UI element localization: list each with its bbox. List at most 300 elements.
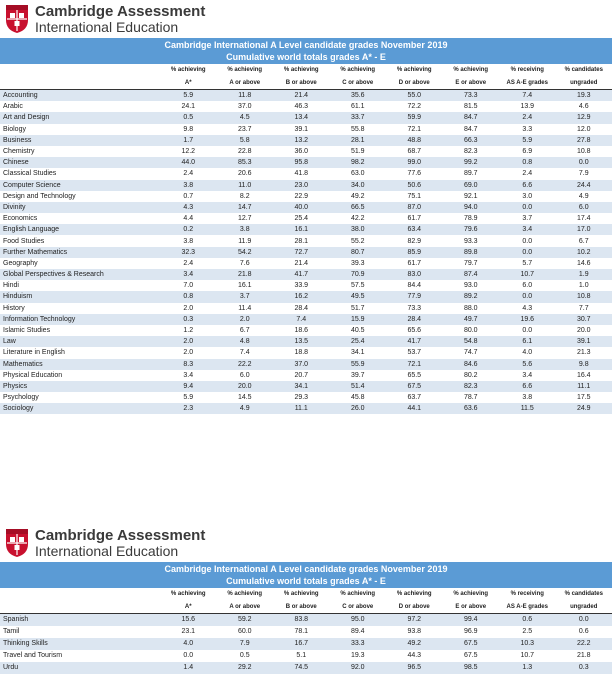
value-cell: 77.9 bbox=[386, 291, 443, 302]
value-cell: 14.7 bbox=[217, 202, 274, 213]
value-cell: 0.2 bbox=[160, 224, 217, 235]
value-cell: 28.1 bbox=[273, 235, 330, 246]
value-cell: 99.4 bbox=[443, 614, 500, 627]
value-cell: 33.3 bbox=[330, 638, 387, 650]
subject-cell: Arabic bbox=[0, 101, 160, 112]
value-cell: 8.3 bbox=[160, 359, 217, 370]
value-cell: 89.4 bbox=[330, 626, 387, 638]
value-cell: 5.8 bbox=[217, 135, 274, 146]
table-row bbox=[0, 235, 612, 246]
table-row bbox=[0, 403, 612, 414]
value-cell: 0.0 bbox=[499, 202, 556, 213]
value-cell: 21.4 bbox=[273, 258, 330, 269]
subject-cell: Information Technology bbox=[0, 314, 160, 325]
value-cell: 46.3 bbox=[273, 101, 330, 112]
subject-cell: Chemistry bbox=[0, 146, 160, 157]
value-cell: 1.4 bbox=[160, 662, 217, 674]
value-cell: 10.8 bbox=[556, 291, 612, 302]
value-cell: 21.8 bbox=[217, 269, 274, 280]
value-cell: 28.4 bbox=[386, 314, 443, 325]
column-header: % achieving bbox=[170, 67, 206, 73]
table-row bbox=[0, 280, 612, 291]
value-cell: 14.6 bbox=[556, 258, 612, 269]
value-cell: 37.0 bbox=[273, 359, 330, 370]
value-cell: 54.2 bbox=[217, 247, 274, 258]
value-cell: 22.2 bbox=[556, 638, 612, 650]
table-row bbox=[0, 303, 612, 314]
subject-cell: Travel and Tourism bbox=[0, 650, 160, 662]
table-row bbox=[0, 650, 612, 662]
value-cell: 10.7 bbox=[499, 269, 556, 280]
value-cell: 50.6 bbox=[386, 180, 443, 191]
value-cell: 17.0 bbox=[556, 224, 612, 235]
value-cell: 21.4 bbox=[273, 90, 330, 102]
column-header: AS A-E grades bbox=[499, 600, 556, 614]
column-header: ungraded bbox=[556, 600, 612, 614]
value-cell: 6.6 bbox=[499, 180, 556, 191]
value-cell: 29.2 bbox=[217, 662, 274, 674]
value-cell: 69.0 bbox=[443, 180, 500, 191]
value-cell: 65.6 bbox=[386, 325, 443, 336]
value-cell: 20.6 bbox=[217, 168, 274, 179]
header-blank-cell bbox=[0, 588, 160, 600]
table-row bbox=[0, 101, 612, 112]
value-cell: 11.0 bbox=[217, 180, 274, 191]
value-cell: 3.4 bbox=[499, 370, 556, 381]
subject-cell: Economics bbox=[0, 213, 160, 224]
value-cell: 33.9 bbox=[273, 280, 330, 291]
value-cell: 48.8 bbox=[386, 135, 443, 146]
value-cell: 93.3 bbox=[443, 235, 500, 246]
subject-cell: Hindi bbox=[0, 280, 160, 291]
value-cell: 3.7 bbox=[217, 291, 274, 302]
column-header: E or above bbox=[443, 600, 500, 614]
column-header: A or above bbox=[217, 76, 274, 90]
value-cell: 4.6 bbox=[556, 101, 612, 112]
value-cell: 2.4 bbox=[160, 168, 217, 179]
value-cell: 72.1 bbox=[386, 124, 443, 135]
subject-cell: Urdu bbox=[0, 662, 160, 674]
value-cell: 73.3 bbox=[443, 90, 500, 102]
value-cell: 39.7 bbox=[330, 370, 387, 381]
value-cell: 77.6 bbox=[386, 168, 443, 179]
value-cell: 32.3 bbox=[160, 247, 217, 258]
value-cell: 3.3 bbox=[499, 124, 556, 135]
value-cell: 2.0 bbox=[160, 336, 217, 347]
value-cell: 55.0 bbox=[386, 90, 443, 102]
value-cell: 44.0 bbox=[160, 157, 217, 168]
value-cell: 16.7 bbox=[273, 638, 330, 650]
value-cell: 63.7 bbox=[386, 392, 443, 403]
value-cell: 99.2 bbox=[443, 157, 500, 168]
value-cell: 40.5 bbox=[330, 325, 387, 336]
brand-name-line2: International Education bbox=[35, 19, 179, 35]
subject-cell: English Language bbox=[0, 224, 160, 235]
value-cell: 7.0 bbox=[160, 280, 217, 291]
value-cell: 1.2 bbox=[160, 325, 217, 336]
value-cell: 5.6 bbox=[499, 359, 556, 370]
value-cell: 89.2 bbox=[443, 291, 500, 302]
value-cell: 87.0 bbox=[386, 202, 443, 213]
column-header: % achieving bbox=[396, 67, 432, 73]
subject-cell: Thinking Skills bbox=[0, 638, 160, 650]
value-cell: 28.4 bbox=[273, 303, 330, 314]
value-cell: 3.4 bbox=[499, 224, 556, 235]
value-cell: 67.5 bbox=[386, 381, 443, 392]
table-subtitle: Cumulative world totals grades A* - E bbox=[226, 52, 386, 62]
column-header: A* bbox=[160, 76, 217, 90]
subject-cell: Food Studies bbox=[0, 235, 160, 246]
value-cell: 13.9 bbox=[499, 101, 556, 112]
value-cell: 59.2 bbox=[217, 614, 274, 627]
value-cell: 68.7 bbox=[386, 146, 443, 157]
value-cell: 61.7 bbox=[386, 213, 443, 224]
subject-cell: Sociology bbox=[0, 403, 160, 414]
value-cell: 16.1 bbox=[217, 280, 274, 291]
value-cell: 40.0 bbox=[273, 202, 330, 213]
table-title: Cambridge International A Level candidate grades November 2019 bbox=[164, 564, 448, 574]
value-cell: 10.8 bbox=[556, 146, 612, 157]
value-cell: 0.0 bbox=[556, 157, 612, 168]
table-row bbox=[0, 381, 612, 392]
value-cell: 4.3 bbox=[499, 303, 556, 314]
value-cell: 54.8 bbox=[443, 336, 500, 347]
value-cell: 9.8 bbox=[556, 359, 612, 370]
value-cell: 18.6 bbox=[273, 325, 330, 336]
value-cell: 70.9 bbox=[330, 269, 387, 280]
value-cell: 61.7 bbox=[386, 258, 443, 269]
value-cell: 81.5 bbox=[443, 101, 500, 112]
column-header: % receiving bbox=[510, 67, 544, 73]
value-cell: 39.1 bbox=[556, 336, 612, 347]
value-cell: 0.0 bbox=[499, 325, 556, 336]
value-cell: 4.0 bbox=[499, 347, 556, 358]
value-cell: 96.9 bbox=[443, 626, 500, 638]
value-cell: 10.3 bbox=[499, 638, 556, 650]
value-cell: 12.0 bbox=[556, 124, 612, 135]
table-row bbox=[0, 157, 612, 168]
value-cell: 11.1 bbox=[556, 381, 612, 392]
header-blank-cell bbox=[0, 76, 160, 90]
value-cell: 10.2 bbox=[556, 247, 612, 258]
column-header: % achieving bbox=[396, 591, 432, 597]
column-header: B or above bbox=[273, 600, 330, 614]
header-row bbox=[0, 600, 612, 614]
value-cell: 1.7 bbox=[160, 135, 217, 146]
subject-cell: Art and Design bbox=[0, 112, 160, 123]
table-row bbox=[0, 314, 612, 325]
table-row bbox=[0, 191, 612, 202]
subject-cell: Divinity bbox=[0, 202, 160, 213]
value-cell: 41.7 bbox=[386, 336, 443, 347]
value-cell: 63.6 bbox=[443, 403, 500, 414]
value-cell: 16.2 bbox=[273, 291, 330, 302]
value-cell: 11.8 bbox=[217, 90, 274, 102]
column-header: AS A-E grades bbox=[499, 76, 556, 90]
subject-cell: Mathematics bbox=[0, 359, 160, 370]
value-cell: 80.2 bbox=[443, 370, 500, 381]
value-cell: 33.7 bbox=[330, 112, 387, 123]
value-cell: 7.9 bbox=[556, 168, 612, 179]
value-cell: 19.3 bbox=[556, 90, 612, 102]
table-row bbox=[0, 614, 612, 627]
value-cell: 7.7 bbox=[556, 303, 612, 314]
value-cell: 82.3 bbox=[443, 146, 500, 157]
value-cell: 6.7 bbox=[217, 325, 274, 336]
subject-cell: Psychology bbox=[0, 392, 160, 403]
value-cell: 5.7 bbox=[499, 258, 556, 269]
value-cell: 0.5 bbox=[160, 112, 217, 123]
value-cell: 15.6 bbox=[160, 614, 217, 627]
subject-cell: Classical Studies bbox=[0, 168, 160, 179]
value-cell: 55.8 bbox=[330, 124, 387, 135]
value-cell: 61.1 bbox=[330, 101, 387, 112]
value-cell: 24.9 bbox=[556, 403, 612, 414]
value-cell: 2.4 bbox=[160, 258, 217, 269]
value-cell: 82.9 bbox=[386, 235, 443, 246]
crest-shield-icon bbox=[5, 4, 29, 34]
column-header: % achieving bbox=[340, 591, 376, 597]
value-cell: 67.5 bbox=[443, 638, 500, 650]
value-cell: 1.3 bbox=[499, 662, 556, 674]
subject-cell: Islamic Studies bbox=[0, 325, 160, 336]
value-cell: 22.2 bbox=[217, 359, 274, 370]
subject-cell: Computer Science bbox=[0, 180, 160, 191]
table-row bbox=[0, 638, 612, 650]
value-cell: 79.6 bbox=[443, 224, 500, 235]
value-cell: 99.0 bbox=[386, 157, 443, 168]
table-header bbox=[0, 64, 612, 90]
table-row bbox=[0, 392, 612, 403]
subject-cell: Accounting bbox=[0, 90, 160, 102]
value-cell: 60.0 bbox=[217, 626, 274, 638]
value-cell: 72.2 bbox=[386, 101, 443, 112]
value-cell: 67.5 bbox=[443, 650, 500, 662]
value-cell: 2.0 bbox=[217, 314, 274, 325]
brand-name-line2: International Education bbox=[35, 543, 179, 559]
table-title: Cambridge International A Level candidate grades November 2019 bbox=[164, 40, 448, 50]
subject-cell: Hinduism bbox=[0, 291, 160, 302]
column-header: % achieving bbox=[283, 591, 319, 597]
value-cell: 0.0 bbox=[160, 650, 217, 662]
value-cell: 74.7 bbox=[443, 347, 500, 358]
value-cell: 20.0 bbox=[556, 325, 612, 336]
value-cell: 73.3 bbox=[386, 303, 443, 314]
value-cell: 1.9 bbox=[556, 269, 612, 280]
column-header: % achieving bbox=[283, 67, 319, 73]
value-cell: 0.3 bbox=[556, 662, 612, 674]
value-cell: 5.1 bbox=[273, 650, 330, 662]
value-cell: 78.9 bbox=[443, 213, 500, 224]
value-cell: 41.7 bbox=[273, 269, 330, 280]
value-cell: 53.7 bbox=[386, 347, 443, 358]
value-cell: 94.0 bbox=[443, 202, 500, 213]
value-cell: 98.2 bbox=[330, 157, 387, 168]
value-cell: 25.4 bbox=[273, 213, 330, 224]
value-cell: 35.6 bbox=[330, 90, 387, 102]
value-cell: 0.6 bbox=[499, 614, 556, 627]
value-cell: 22.9 bbox=[273, 191, 330, 202]
value-cell: 3.8 bbox=[217, 224, 274, 235]
value-cell: 23.7 bbox=[217, 124, 274, 135]
value-cell: 39.3 bbox=[330, 258, 387, 269]
value-cell: 30.7 bbox=[556, 314, 612, 325]
value-cell: 49.5 bbox=[330, 291, 387, 302]
header-row bbox=[0, 64, 612, 76]
header-row bbox=[0, 588, 612, 600]
value-cell: 2.4 bbox=[499, 112, 556, 123]
value-cell: 55.9 bbox=[330, 359, 387, 370]
column-header: C or above bbox=[330, 76, 387, 90]
value-cell: 0.5 bbox=[217, 650, 274, 662]
value-cell: 29.3 bbox=[273, 392, 330, 403]
value-cell: 21.3 bbox=[556, 347, 612, 358]
value-cell: 95.0 bbox=[330, 614, 387, 627]
table-subtitle: Cumulative world totals grades A* - E bbox=[226, 576, 386, 586]
column-header: E or above bbox=[443, 76, 500, 90]
value-cell: 95.8 bbox=[273, 157, 330, 168]
value-cell: 7.4 bbox=[499, 90, 556, 102]
subject-cell: Tamil bbox=[0, 626, 160, 638]
value-cell: 37.0 bbox=[217, 101, 274, 112]
column-header: D or above bbox=[386, 600, 443, 614]
value-cell: 59.9 bbox=[386, 112, 443, 123]
value-cell: 6.1 bbox=[499, 336, 556, 347]
value-cell: 74.5 bbox=[273, 662, 330, 674]
value-cell: 89.8 bbox=[443, 247, 500, 258]
subject-cell: Law bbox=[0, 336, 160, 347]
value-cell: 4.0 bbox=[160, 638, 217, 650]
value-cell: 10.7 bbox=[499, 650, 556, 662]
value-cell: 24.1 bbox=[160, 101, 217, 112]
value-cell: 20.0 bbox=[217, 381, 274, 392]
value-cell: 44.1 bbox=[386, 403, 443, 414]
table-row bbox=[0, 135, 612, 146]
value-cell: 78.1 bbox=[273, 626, 330, 638]
value-cell: 16.4 bbox=[556, 370, 612, 381]
value-cell: 28.1 bbox=[330, 135, 387, 146]
value-cell: 66.5 bbox=[330, 202, 387, 213]
value-cell: 49.2 bbox=[386, 638, 443, 650]
table-row bbox=[0, 662, 612, 674]
value-cell: 63.0 bbox=[330, 168, 387, 179]
subject-cell: Business bbox=[0, 135, 160, 146]
value-cell: 51.9 bbox=[330, 146, 387, 157]
value-cell: 2.3 bbox=[160, 403, 217, 414]
value-cell: 84.7 bbox=[443, 124, 500, 135]
value-cell: 83.8 bbox=[273, 614, 330, 627]
value-cell: 27.8 bbox=[556, 135, 612, 146]
value-cell: 34.1 bbox=[273, 381, 330, 392]
value-cell: 82.3 bbox=[443, 381, 500, 392]
value-cell: 0.3 bbox=[160, 314, 217, 325]
table-row bbox=[0, 180, 612, 191]
column-header: D or above bbox=[386, 76, 443, 90]
value-cell: 84.4 bbox=[386, 280, 443, 291]
value-cell: 0.0 bbox=[499, 235, 556, 246]
table-banner bbox=[0, 562, 612, 588]
subject-cell: Further Mathematics bbox=[0, 247, 160, 258]
subject-cell: Literature in English bbox=[0, 347, 160, 358]
table-body bbox=[0, 90, 612, 415]
crest-shield-icon bbox=[5, 528, 29, 558]
table-row bbox=[0, 325, 612, 336]
value-cell: 6.9 bbox=[499, 146, 556, 157]
value-cell: 17.5 bbox=[556, 392, 612, 403]
value-cell: 0.8 bbox=[160, 291, 217, 302]
value-cell: 83.0 bbox=[386, 269, 443, 280]
value-cell: 9.4 bbox=[160, 381, 217, 392]
table-row bbox=[0, 146, 612, 157]
value-cell: 88.0 bbox=[443, 303, 500, 314]
value-cell: 3.8 bbox=[160, 180, 217, 191]
value-cell: 0.0 bbox=[499, 247, 556, 258]
brand-name-line1: Cambridge Assessment bbox=[35, 527, 206, 544]
value-cell: 11.1 bbox=[273, 403, 330, 414]
value-cell: 0.0 bbox=[556, 614, 612, 627]
value-cell: 23.0 bbox=[273, 180, 330, 191]
value-cell: 4.4 bbox=[160, 213, 217, 224]
column-header: % candidates bbox=[564, 67, 603, 73]
table-row bbox=[0, 124, 612, 135]
column-header: A* bbox=[160, 600, 217, 614]
value-cell: 23.1 bbox=[160, 626, 217, 638]
table-row bbox=[0, 224, 612, 235]
value-cell: 4.3 bbox=[160, 202, 217, 213]
value-cell: 89.7 bbox=[443, 168, 500, 179]
value-cell: 92.1 bbox=[443, 191, 500, 202]
value-cell: 12.9 bbox=[556, 112, 612, 123]
table-row bbox=[0, 336, 612, 347]
subject-cell: Spanish bbox=[0, 614, 160, 627]
value-cell: 97.2 bbox=[386, 614, 443, 627]
value-cell: 39.1 bbox=[273, 124, 330, 135]
value-cell: 57.5 bbox=[330, 280, 387, 291]
value-cell: 44.3 bbox=[386, 650, 443, 662]
table-row bbox=[0, 370, 612, 381]
value-cell: 13.4 bbox=[273, 112, 330, 123]
header-row bbox=[0, 76, 612, 90]
column-header: % achieving bbox=[227, 591, 263, 597]
value-cell: 51.7 bbox=[330, 303, 387, 314]
value-cell: 12.7 bbox=[217, 213, 274, 224]
value-cell: 7.6 bbox=[217, 258, 274, 269]
value-cell: 0.8 bbox=[499, 157, 556, 168]
subject-cell: Chinese bbox=[0, 157, 160, 168]
subject-cell: Global Perspectives & Research bbox=[0, 269, 160, 280]
subject-cell: Physical Education bbox=[0, 370, 160, 381]
value-cell: 75.1 bbox=[386, 191, 443, 202]
column-header: % candidates bbox=[564, 591, 603, 597]
table-row bbox=[0, 168, 612, 179]
value-cell: 78.7 bbox=[443, 392, 500, 403]
column-header: % achieving bbox=[340, 67, 376, 73]
table-body bbox=[0, 614, 612, 675]
value-cell: 63.4 bbox=[386, 224, 443, 235]
table-row bbox=[0, 202, 612, 213]
value-cell: 4.9 bbox=[217, 403, 274, 414]
value-cell: 2.4 bbox=[499, 168, 556, 179]
value-cell: 38.0 bbox=[330, 224, 387, 235]
column-header: % achieving bbox=[453, 591, 489, 597]
value-cell: 24.4 bbox=[556, 180, 612, 191]
value-cell: 7.4 bbox=[273, 314, 330, 325]
grades-table bbox=[0, 588, 612, 674]
column-header: B or above bbox=[273, 76, 330, 90]
column-header: % achieving bbox=[453, 67, 489, 73]
table-row bbox=[0, 359, 612, 370]
value-cell: 4.8 bbox=[217, 336, 274, 347]
